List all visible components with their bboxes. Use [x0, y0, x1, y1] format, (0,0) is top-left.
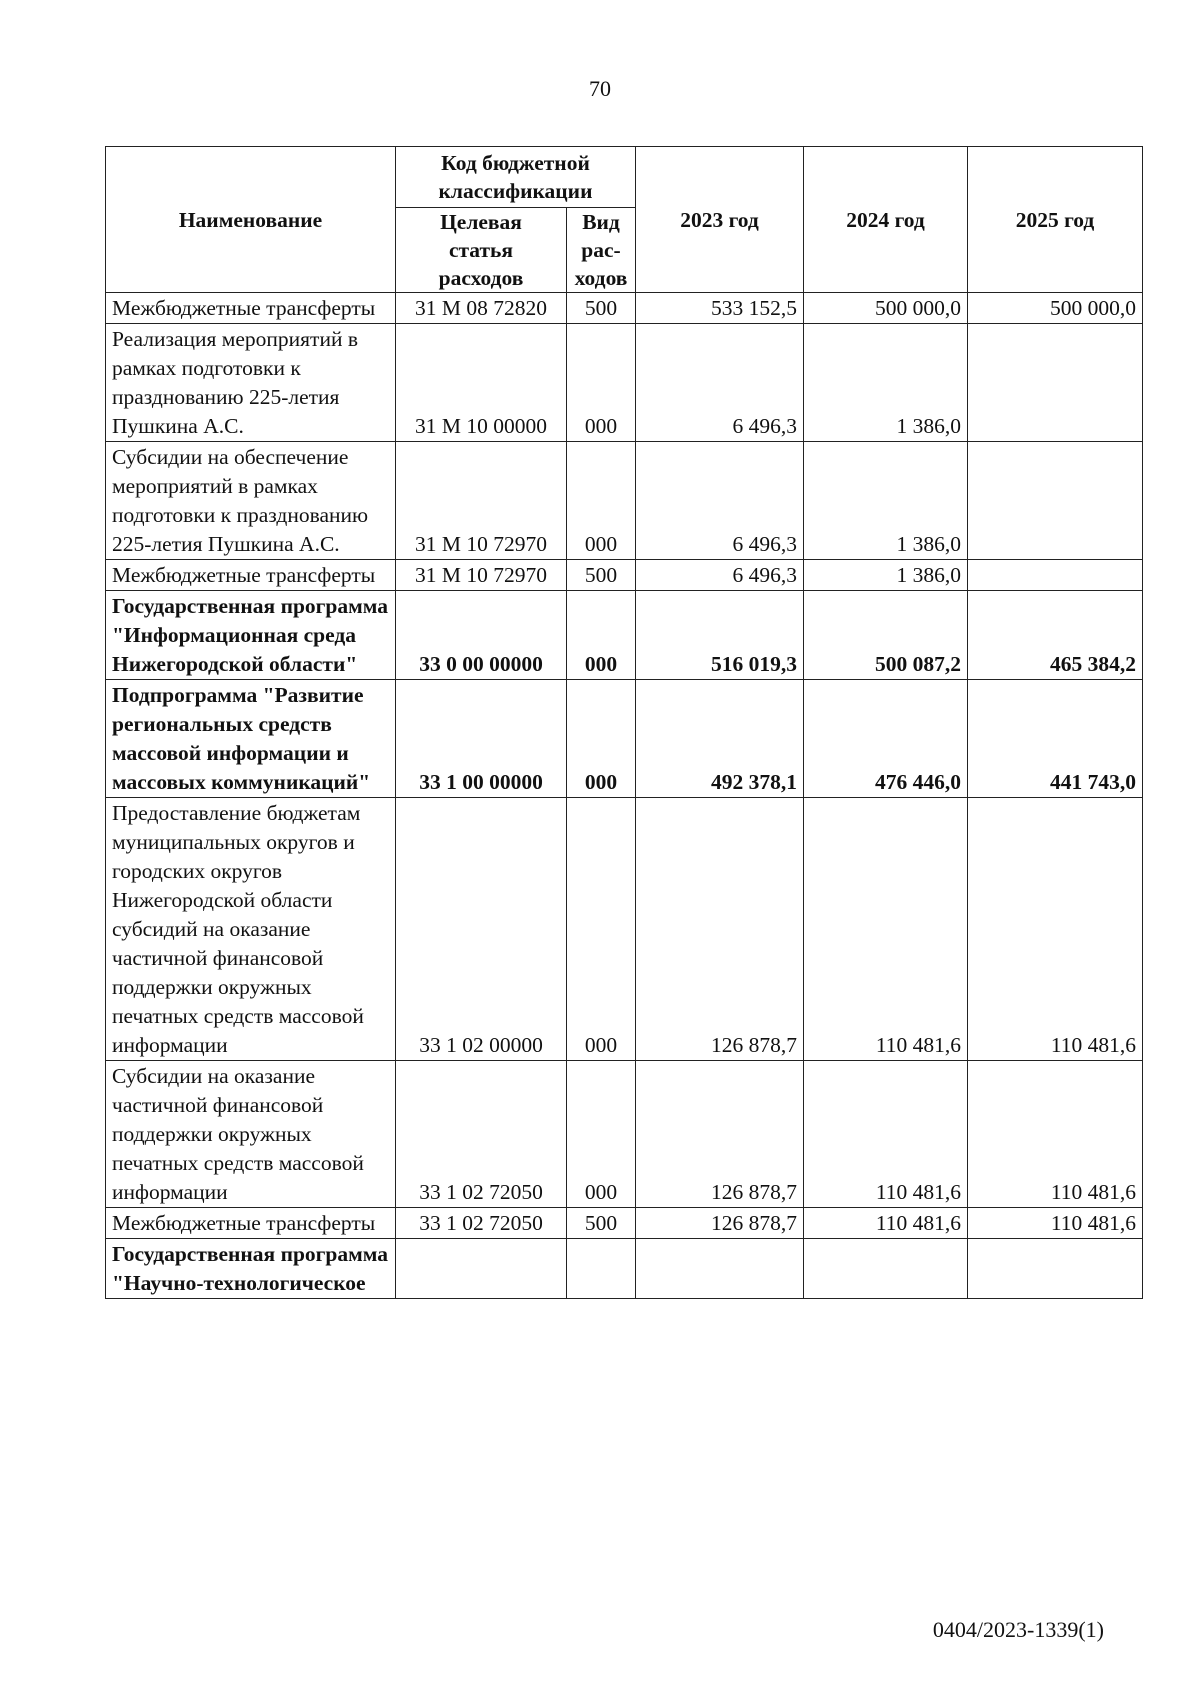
row-name: Подпрограмма "Развитие региональных средств массовой информации и массовых коммуникаций" — [106, 680, 396, 798]
row-amount-2025: 110 481,6 — [968, 1061, 1143, 1208]
row-target-code: 33 0 00 00000 — [396, 591, 567, 680]
row-amount-2024: 110 481,6 — [804, 1208, 968, 1239]
header-code-group: Код бюджетной классификации — [396, 147, 636, 208]
row-amount-2025: 500 000,0 — [968, 293, 1143, 324]
row-amount-2024: 476 446,0 — [804, 680, 968, 798]
row-name: Межбюджетные трансферты — [106, 293, 396, 324]
header-name: Наименование — [106, 147, 396, 293]
row-amount-2023: 126 878,7 — [636, 1061, 804, 1208]
row-amount-2023: 516 019,3 — [636, 591, 804, 680]
row-amount-2025: 110 481,6 — [968, 1208, 1143, 1239]
row-expense-kind: 000 — [567, 324, 636, 442]
header-2023: 2023 год — [636, 147, 804, 293]
row-amount-2024: 500 000,0 — [804, 293, 968, 324]
row-expense-kind: 500 — [567, 293, 636, 324]
row-amount-2025: 110 481,6 — [968, 798, 1143, 1061]
row-amount-2024: 110 481,6 — [804, 798, 968, 1061]
row-amount-2024: 110 481,6 — [804, 1061, 968, 1208]
row-expense-kind: 000 — [567, 798, 636, 1061]
table-row — [106, 1239, 1143, 1299]
row-amount-2023: 533 152,5 — [636, 293, 804, 324]
table-row — [106, 680, 1143, 798]
row-name: Межбюджетные трансферты — [106, 1208, 396, 1239]
row-expense-kind: 500 — [567, 560, 636, 591]
row-name: Государственная программа "Информационная среда Нижегородской области" — [106, 591, 396, 680]
row-target-code: 31 М 10 72970 — [396, 442, 567, 560]
row-amount-2024: 1 386,0 — [804, 442, 968, 560]
row-name: Межбюджетные трансферты — [106, 560, 396, 591]
table-row — [106, 442, 1143, 560]
row-expense-kind: 000 — [567, 680, 636, 798]
table-row — [106, 293, 1143, 324]
row-expense-kind: 500 — [567, 1208, 636, 1239]
document-id: 0404/2023-1339(1) — [932, 1617, 1104, 1642]
row-amount-2023: 126 878,7 — [636, 1208, 804, 1239]
row-amount-2023: 6 496,3 — [636, 442, 804, 560]
header-2024: 2024 год — [804, 147, 968, 293]
row-amount-2024: 1 386,0 — [804, 324, 968, 442]
header-row-1 — [106, 147, 1143, 208]
row-target-code: 33 1 02 72050 — [396, 1208, 567, 1239]
row-amount-2025: 441 743,0 — [968, 680, 1143, 798]
row-expense-kind: 000 — [567, 1061, 636, 1208]
table-body — [106, 293, 1143, 1299]
row-amount-2023 — [636, 1239, 804, 1299]
row-amount-2023: 6 496,3 — [636, 560, 804, 591]
row-amount-2023: 6 496,3 — [636, 324, 804, 442]
row-target-code: 33 1 00 00000 — [396, 680, 567, 798]
row-target-code: 33 1 02 00000 — [396, 798, 567, 1061]
row-expense-kind: 000 — [567, 442, 636, 560]
table-row — [106, 1208, 1143, 1239]
table-row — [106, 798, 1143, 1061]
row-amount-2025: 465 384,2 — [968, 591, 1143, 680]
row-name: Реализация мероприятий в рамках подготовки к празднованию 225-летия Пушкина А.С. — [106, 324, 396, 442]
row-amount-2024 — [804, 1239, 968, 1299]
row-name: Государственная программа "Научно-технологическое — [106, 1239, 396, 1299]
row-name: Предоставление бюджетам муниципальных округов и городских округов Нижегородской области субсидий на оказание частичной финансовой поддержки окружных печатных средств массовой информации — [106, 798, 396, 1061]
header-2025: 2025 год — [968, 147, 1143, 293]
page-number: 70 — [589, 76, 611, 101]
header-target-article: Целевая статья расходов — [396, 208, 567, 293]
row-amount-2024: 500 087,2 — [804, 591, 968, 680]
row-expense-kind: 000 — [567, 591, 636, 680]
table-row — [106, 324, 1143, 442]
row-amount-2023: 126 878,7 — [636, 798, 804, 1061]
row-name: Субсидии на оказание частичной финансовой поддержки окружных печатных средств массовой информации — [106, 1061, 396, 1208]
table-row — [106, 560, 1143, 591]
row-target-code: 31 М 08 72820 — [396, 293, 567, 324]
row-amount-2025 — [968, 560, 1143, 591]
row-expense-kind — [567, 1239, 636, 1299]
header-expense-kind: Вид рас-ходов — [567, 208, 636, 293]
row-target-code: 33 1 02 72050 — [396, 1061, 567, 1208]
row-amount-2023: 492 378,1 — [636, 680, 804, 798]
row-target-code: 31 М 10 72970 — [396, 560, 567, 591]
budget-table — [105, 146, 1143, 1299]
table-row — [106, 1061, 1143, 1208]
row-amount-2024: 1 386,0 — [804, 560, 968, 591]
row-amount-2025 — [968, 442, 1143, 560]
row-target-code: 31 М 10 00000 — [396, 324, 567, 442]
row-amount-2025 — [968, 1239, 1143, 1299]
row-name: Субсидии на обеспечение мероприятий в рамках подготовки к празднованию 225-летия Пушкина А.С. — [106, 442, 396, 560]
row-target-code — [396, 1239, 567, 1299]
table-row — [106, 591, 1143, 680]
row-amount-2025 — [968, 324, 1143, 442]
